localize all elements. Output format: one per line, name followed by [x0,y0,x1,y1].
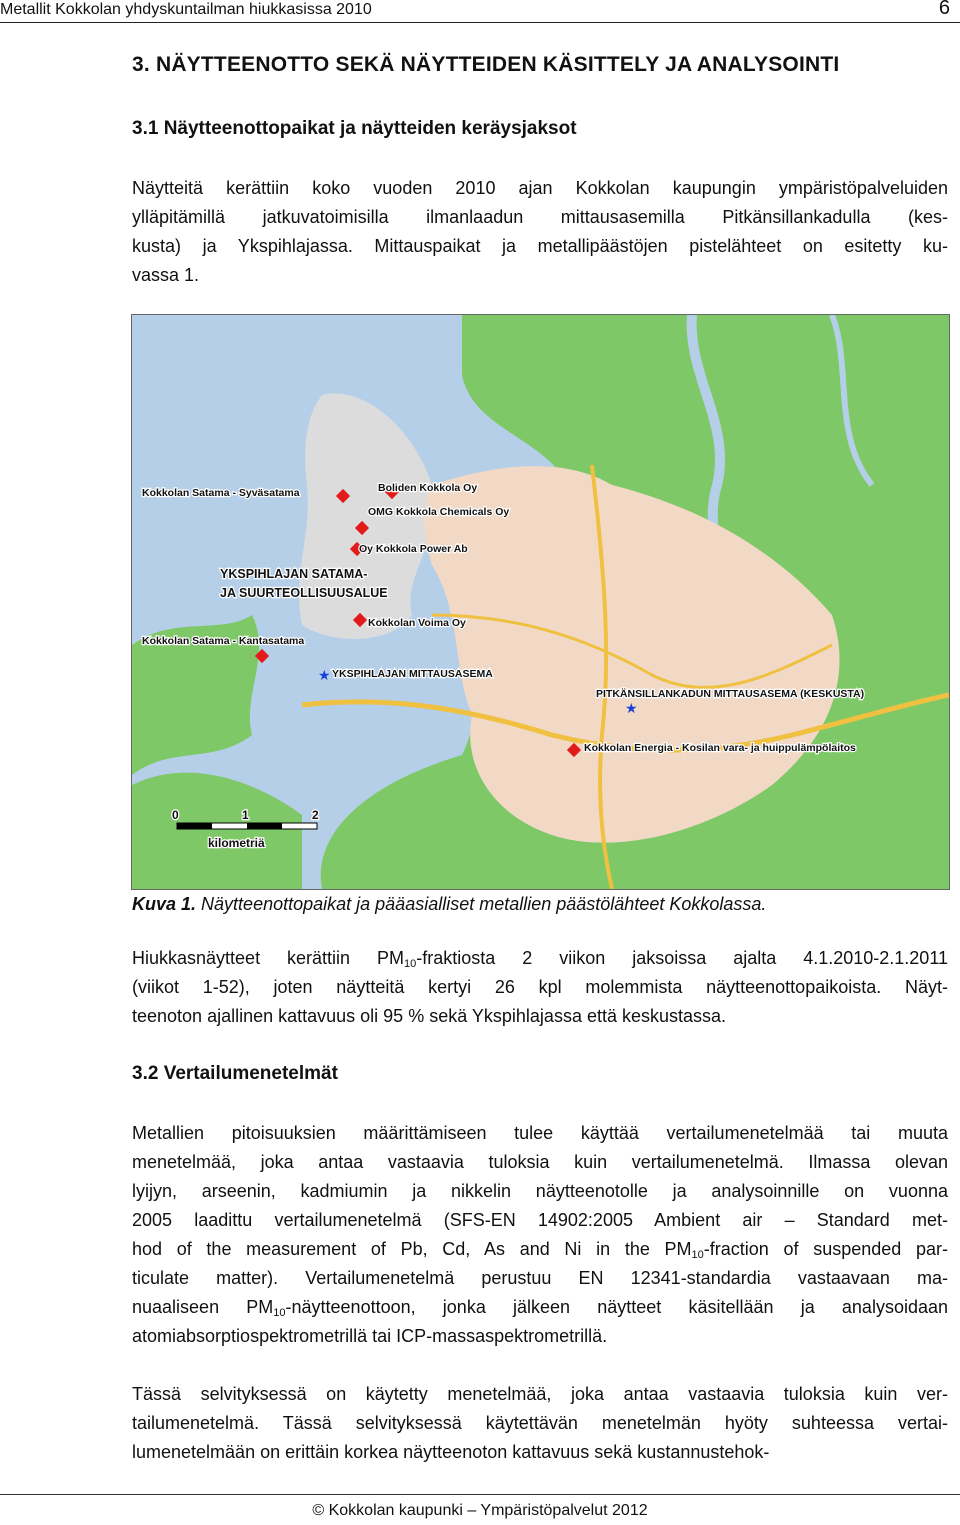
paragraph-3 [132,1119,948,1351]
paragraph-1-line: ylläpitämillä jatkuvatoimisilla ilmanlaadun mittausasemilla Pitkänsillankadulla (kes- [132,207,948,227]
page-number: 6 [938,0,950,19]
section-3-2-heading: 3.2 Vertailumenetelmät [132,1063,338,1084]
paragraph-4-line: lumenetelmään on erittäin korkea näytteenoton kattavuus sekä kustannustehok- [132,1442,770,1462]
map-label-boliden: Boliden Kokkola Oy [378,482,478,494]
paragraph-4 [132,1380,948,1467]
station-star-icon: ★ [318,667,331,683]
paragraph-3-line: Metallien pitoisuuksien määrittämiseen tulee käyttää vertailumenetelmää tai muuta [132,1123,948,1143]
map-label-energia: Kokkolan Energia - Kosilan vara- ja huippulämpölaitos [584,742,856,754]
scale-label-1: 1 [242,808,249,822]
map-label-syvasatama: Kokkolan Satama - Syväsatama [142,487,300,499]
paragraph-3-line: atomiabsorptiospektrometrillä tai ICP-massaspektrometrillä. [132,1326,608,1346]
paragraph-2-line [132,944,948,973]
paragraph-3-line [132,1293,948,1322]
page-header [0,0,960,23]
text-run: -näytteenottoon, jonka jälkeen näytteet käsitellään ja analysoidaan [285,1297,948,1317]
station-star-icon: ★ [625,700,638,716]
section-3-heading: 3. NÄYTTEENOTTO SEKÄ NÄYTTEIDEN KÄSITTELY JA ANALYSOINTI [132,53,840,76]
map-label-ykspihlaja-station: YKSPIHLAJAN MITTAUSASEMA [332,668,493,680]
figure-caption-text: Näytteenottopaikat ja pääasialliset metallien päästölähteet Kokkolassa. [201,894,767,914]
map-label-power: Oy Kokkola Power Ab [359,543,468,555]
text-run: -fraktiosta 2 viikon jaksoissa ajalta 4.1.2010-2.1.2011 [416,948,949,968]
paragraph-1-line: kusta) ja Ykspihlajassa. Mittauspaikat ja metallipäästöjen pistelähteet on esitetty ku- [132,236,948,256]
subscript: 10 [404,958,417,970]
paragraph-1 [132,174,948,290]
paragraph-2 [132,944,948,1031]
text-run: Hiukkasnäytteet kerättiin PM [132,948,405,968]
scale-unit-label: kilometriä [208,836,265,850]
subscript: 10 [691,1249,704,1261]
paragraph-4-line: tailumenetelmä. Tässä selvityksessä käytettävän menetelmän hyöty suhteessa vertai- [132,1413,948,1433]
map-label-area-line2: JA SUURTEOLLISUUSALUE [220,586,388,600]
map-label-voima: Kokkolan Voima Oy [368,617,466,629]
map-label-omg: OMG Kokkola Chemicals Oy [368,506,510,518]
paragraph-1-line: vassa 1. [132,265,200,285]
section-3-1-heading: 3.1 Näytteenottopaikat ja näytteiden keräysjaksot [132,118,577,139]
footer-text: © Kokkolan kaupunki – Ympäristöpalvelut 2012 [312,1502,648,1519]
paragraph-2-line: teenoton ajallinen kattavuus oli 95 % sekä Ykspihlajassa että keskustassa. [132,1006,727,1026]
text-run: -fraction of suspended par- [703,1239,948,1259]
map-label-kantasatama: Kokkolan Satama - Kantasatama [142,635,305,647]
scale-label-0: 0 [172,808,179,822]
paragraph-3-line: menetelmää, joka antaa vastaavia tuloksia kuin vertailumenetelmä. Ilmassa olevan [132,1152,948,1172]
paragraph-2-line: (viikot 1-52), joten näytteitä kertyi 26 kpl molemmista näytteenottopaikoista. Näyt- [132,977,948,997]
subscript: 10 [273,1307,286,1319]
paragraph-4-line: Tässä selvityksessä on käytetty menetelmää, joka antaa vastaavia tuloksia kuin ver- [132,1384,948,1404]
figure-caption [132,894,766,915]
paragraph-3-line: 2005 laadittu vertailumenetelmä (SFS-EN 14902:2005 Ambient air – Standard met- [132,1210,948,1230]
scale-bar-segment [177,823,212,829]
page-footer [0,1494,960,1525]
scale-label-2: 2 [312,808,319,822]
paragraph-1-line: Näytteitä kerättiin koko vuoden 2010 ajan Kokkolan kaupungin ympäristöpalveluiden [132,178,948,198]
header-title: Metallit Kokkolan yhdyskuntailman hiukkasissa 2010 [0,1,372,18]
paragraph-3-line [132,1235,948,1264]
map-figure [131,314,950,890]
paragraph-3-line: ticulate matter). Vertailumenetelmä perustuu EN 12341-standardia vastaavaan ma- [132,1268,948,1288]
scale-bar-segment [247,823,282,829]
map-label-pitkansilta-station: PITKÄNSILLANKADUN MITTAUSASEMA (KESKUSTA) [596,688,865,700]
text-run: nuaaliseen PM [132,1297,274,1317]
text-run: hod of the measurement of Pb, Cd, As and Ni in the PM [132,1239,692,1259]
paragraph-3-line: lyijyn, arseenin, kadmiumin ja nikkelin näytteenotolle ja analysoinnille on vuonna [132,1181,948,1201]
map-label-area-line1: YKSPIHLAJAN SATAMA- [220,567,368,581]
figure-caption-label: Kuva 1. [132,894,197,914]
